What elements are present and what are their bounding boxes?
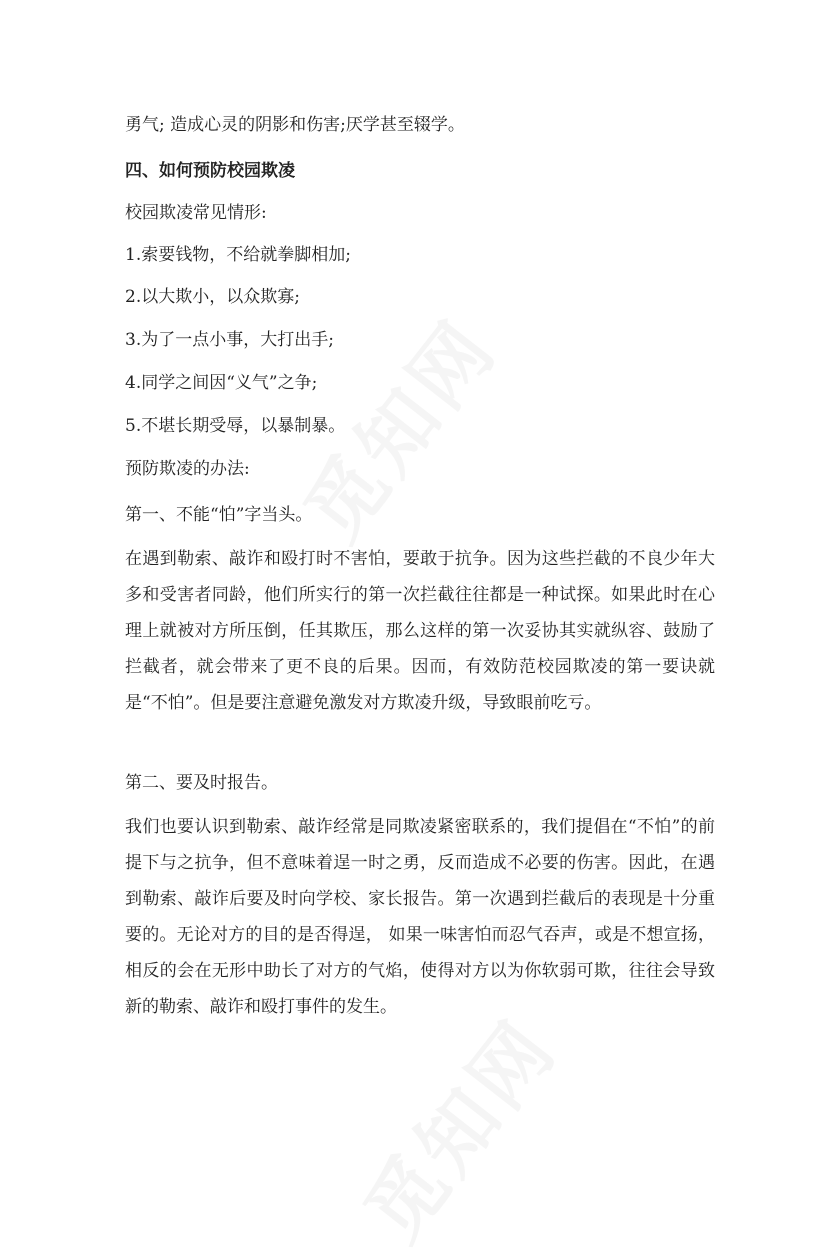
paragraph: 第二、要及时报告。 [125, 773, 278, 793]
list-item: 5.不堪长期受辱，以暴制暴。 [125, 416, 346, 436]
list-item: 3.为了一点小事，大打出手; [125, 330, 334, 350]
paragraph: 预防欺凌的办法: [125, 459, 250, 479]
watermark: 觅知网 [348, 1003, 575, 1258]
watermark: 觅知网 [288, 303, 515, 558]
list-item: 2.以大欺小，以众欺寡; [125, 287, 300, 307]
paragraph: 第一、不能“怕”字当头。 [125, 505, 313, 525]
section-heading: 四、如何预防校园欺凌 [125, 161, 295, 181]
paragraph: 勇气; 造成心灵的阴影和伤害;厌学甚至辍学。 [125, 115, 465, 135]
paragraph: 校园欺凌常见情形: [125, 203, 267, 223]
body-paragraph: 我们也要认识到勒索、敲诈经常是同欺凌紧密联系的，我们提倡在“不怕”的前提下与之抗争，但不意味着逞一时之勇，反而造成不必要的伤害。因此，在遇到勒索、敲诈后要及时向学校、家长报告。第一次遇到拦截后的表现是十分重要的。无论对方的目的是否得逞， 如果一味害怕而忍气吞声，或是不想宣扬，相反的会在无形中助长了对方的气焰，使得对方以为你软弱可欺，往往会导致新的勒索、敲诈和殴打事件的发生。 [125, 817, 715, 1017]
body-paragraph: 在遇到勒索、敲诈和殴打时不害怕，要敢于抗争。因为这些拦截的不良少年大多和受害者同龄，他们所实行的第一次拦截往往都是一种试探。如果此时在心理上就被对方所压倒，任其欺压，那么这样的第一次妥协其实就纵容、鼓励了拦截者，就会带来了更不良的后果。因而，有效防范校园欺凌的第一要诀就是“不怕”。但是要注意避免激发对方欺凌升级，导致眼前吃亏。 [125, 549, 715, 713]
list-item: 1.索要钱物，不给就拳脚相加; [125, 245, 351, 265]
list-item: 4.同学之间因“义气”之争; [125, 373, 318, 393]
